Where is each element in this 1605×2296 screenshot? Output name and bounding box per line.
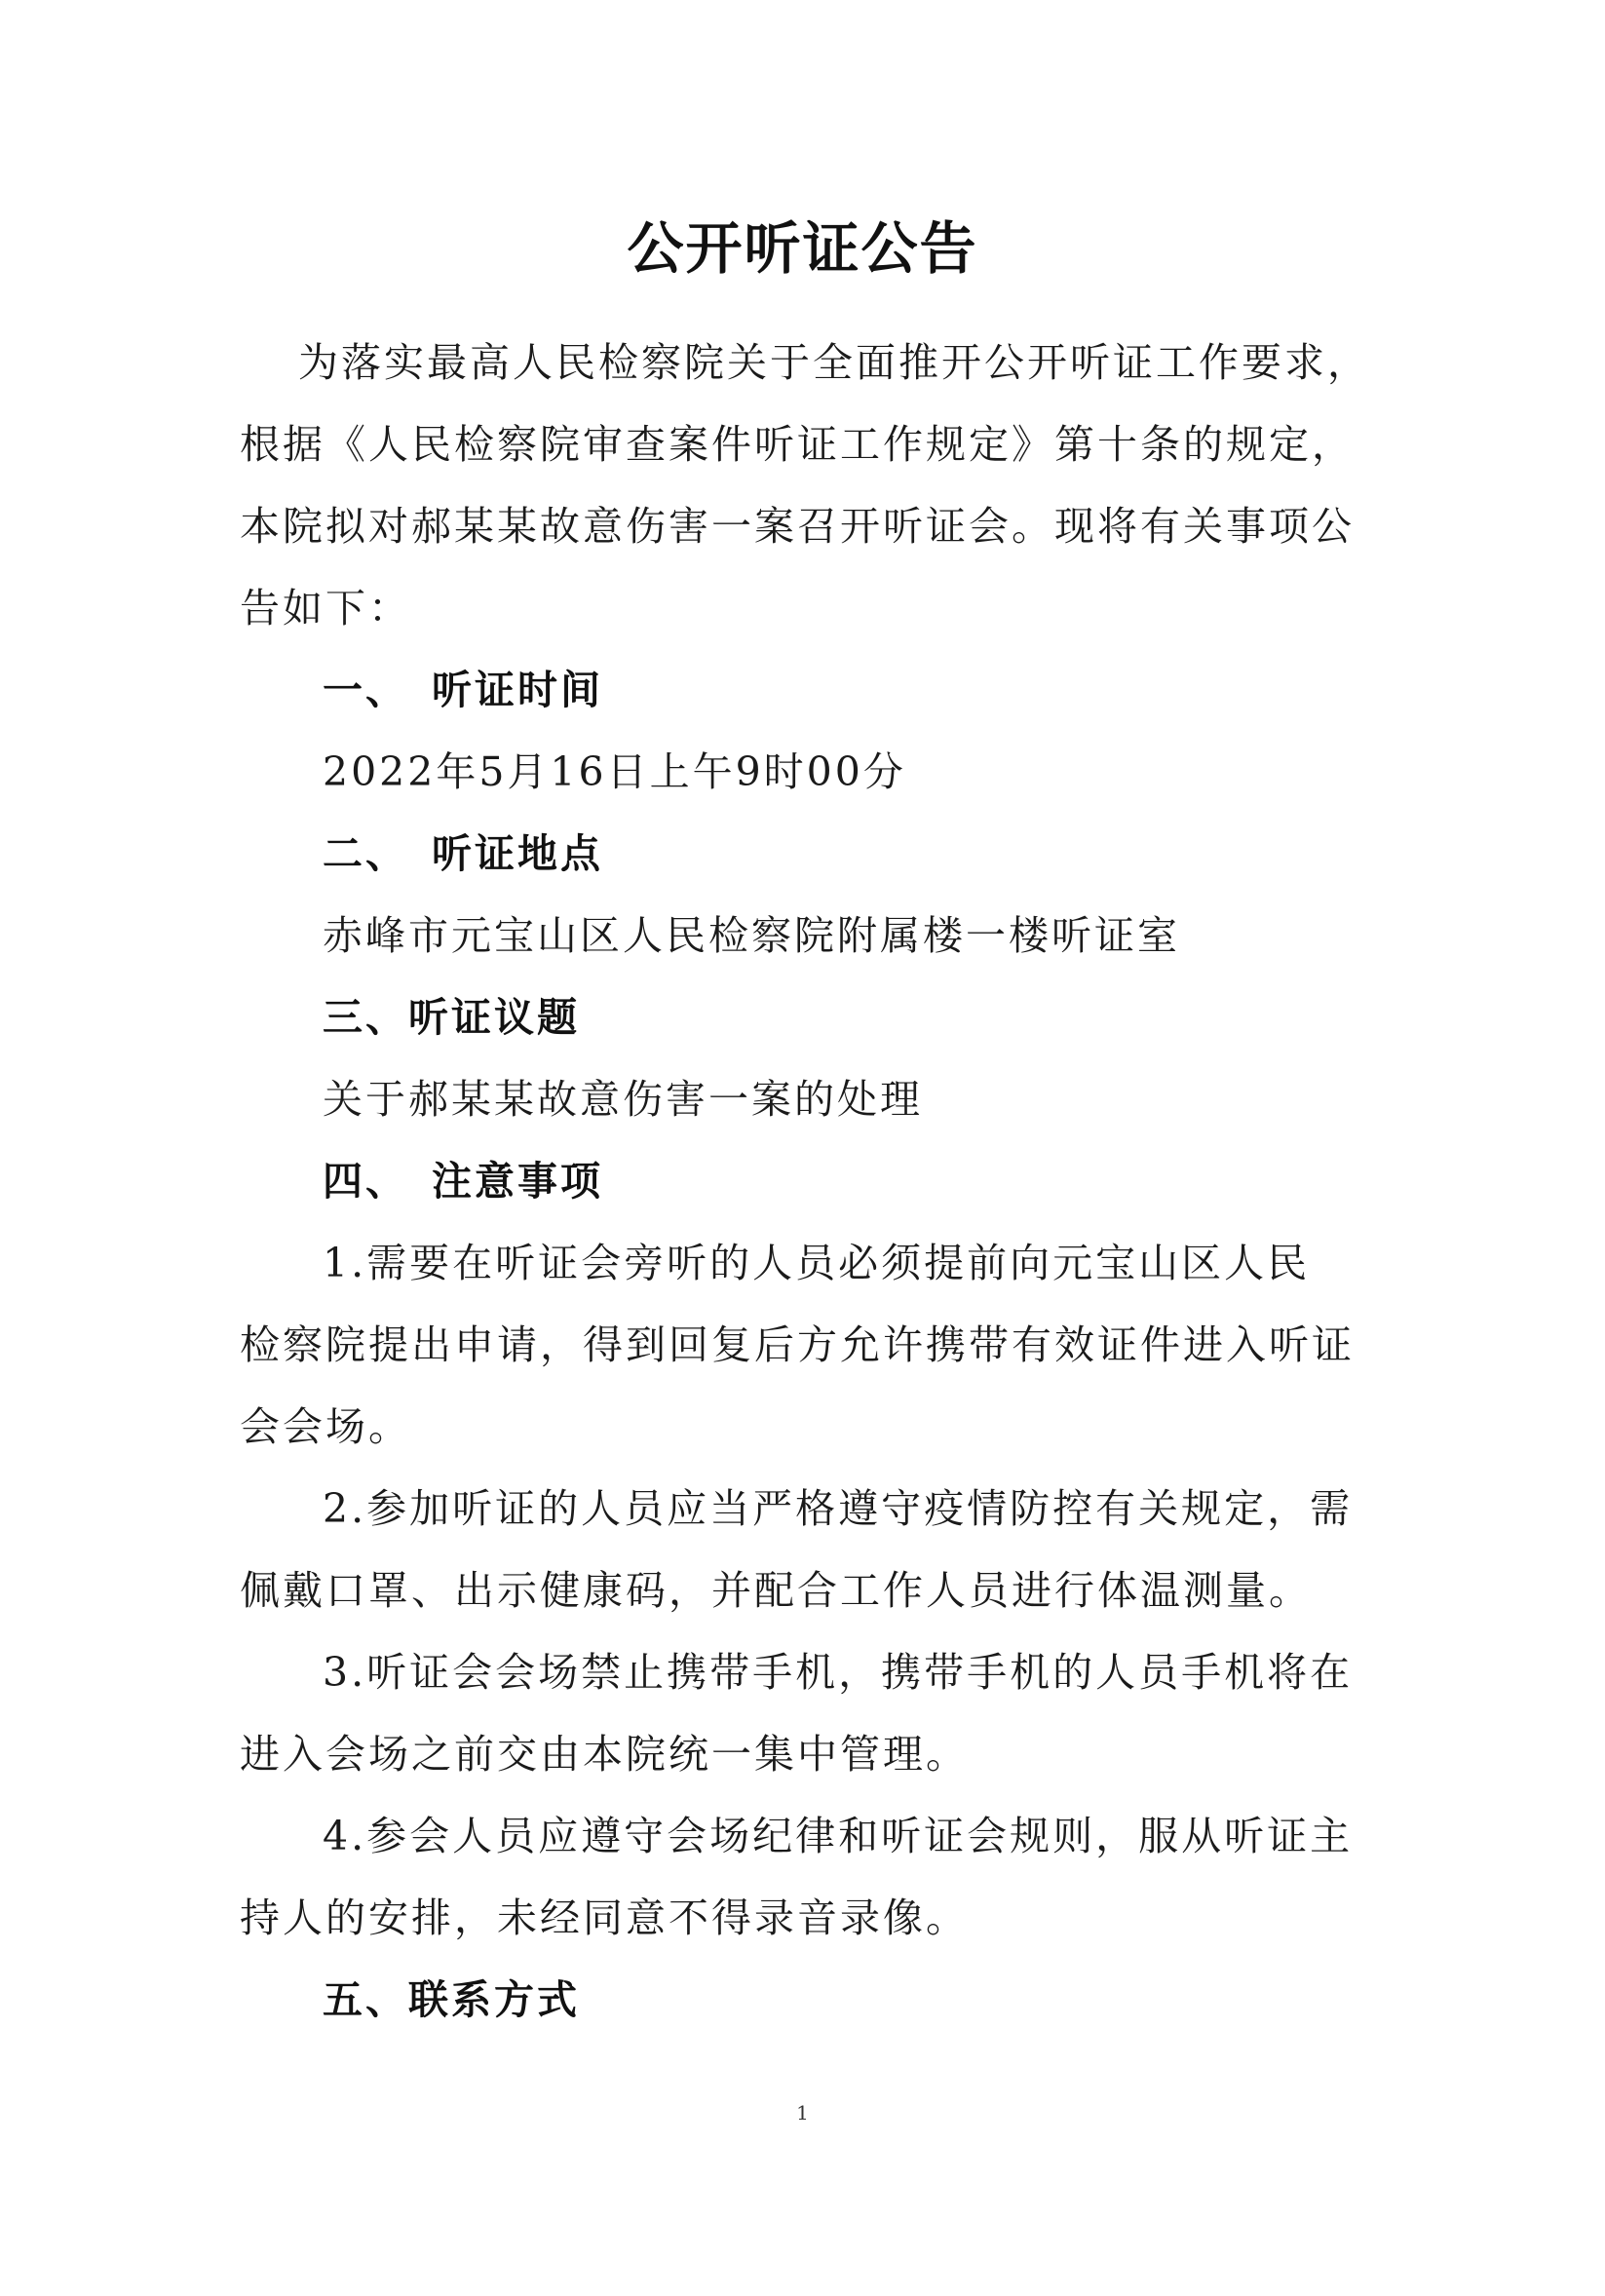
section-heading-place bbox=[323, 830, 603, 877]
note-item-line: 3.听证会会场禁止携带手机，携带手机的人员手机将在 bbox=[323, 1649, 1354, 1696]
section-number: 四、 bbox=[323, 1158, 408, 1205]
section-number: 二、 bbox=[323, 830, 408, 877]
section-label: 注意事项 bbox=[432, 1158, 603, 1205]
hearing-time-value: 2022年5月16日上午9时00分 bbox=[323, 748, 906, 795]
section-label: 听证地点 bbox=[432, 830, 603, 877]
section-heading-contact: 五、联系方式 bbox=[323, 1976, 580, 2023]
intro-line: 根据《人民检察院审查案件听证工作规定》第十条的规定， bbox=[240, 421, 1355, 468]
section-number: 一、 bbox=[323, 667, 408, 713]
note-item-line: 检察院提出申请，得到回复后方允许携带有效证件进入听证 bbox=[240, 1321, 1355, 1368]
section-heading-notes bbox=[323, 1158, 603, 1205]
intro-line: 告如下： bbox=[240, 585, 411, 631]
note-item-line: 会会场。 bbox=[240, 1403, 411, 1450]
page-number: 1 bbox=[796, 2101, 809, 2124]
intro-line: 本院拟对郝某某故意伤害一案召开听证会。现将有关事项公 bbox=[240, 503, 1355, 550]
hearing-place-value: 赤峰市元宝山区人民检察院附属楼一楼听证室 bbox=[323, 912, 1180, 959]
section-label: 听证时间 bbox=[432, 667, 603, 713]
note-item-line: 4.参会人员应遵守会场纪律和听证会规则，服从听证主 bbox=[323, 1813, 1354, 1859]
hearing-topic-value: 关于郝某某故意伤害一案的处理 bbox=[323, 1076, 923, 1123]
note-item-line: 佩戴口罩、出示健康码，并配合工作人员进行体温测量。 bbox=[240, 1567, 1312, 1614]
note-item-line: 2.参加听证的人员应当严格遵守疫情防控有关规定，需 bbox=[323, 1485, 1354, 1532]
page-title: 公开听证公告 bbox=[627, 215, 978, 282]
note-item-line: 1.需要在听证会旁听的人员必须提前向元宝山区人民 bbox=[323, 1240, 1311, 1286]
note-item-line: 持人的安排，未经同意不得录音录像。 bbox=[240, 1894, 969, 1941]
intro-line: 为落实最高人民检察院关于全面推开公开听证工作要求， bbox=[298, 339, 1370, 386]
note-item-line: 进入会场之前交由本院统一集中管理。 bbox=[240, 1731, 969, 1778]
section-heading-time bbox=[323, 667, 603, 713]
section-heading-topic: 三、听证议题 bbox=[323, 994, 580, 1041]
